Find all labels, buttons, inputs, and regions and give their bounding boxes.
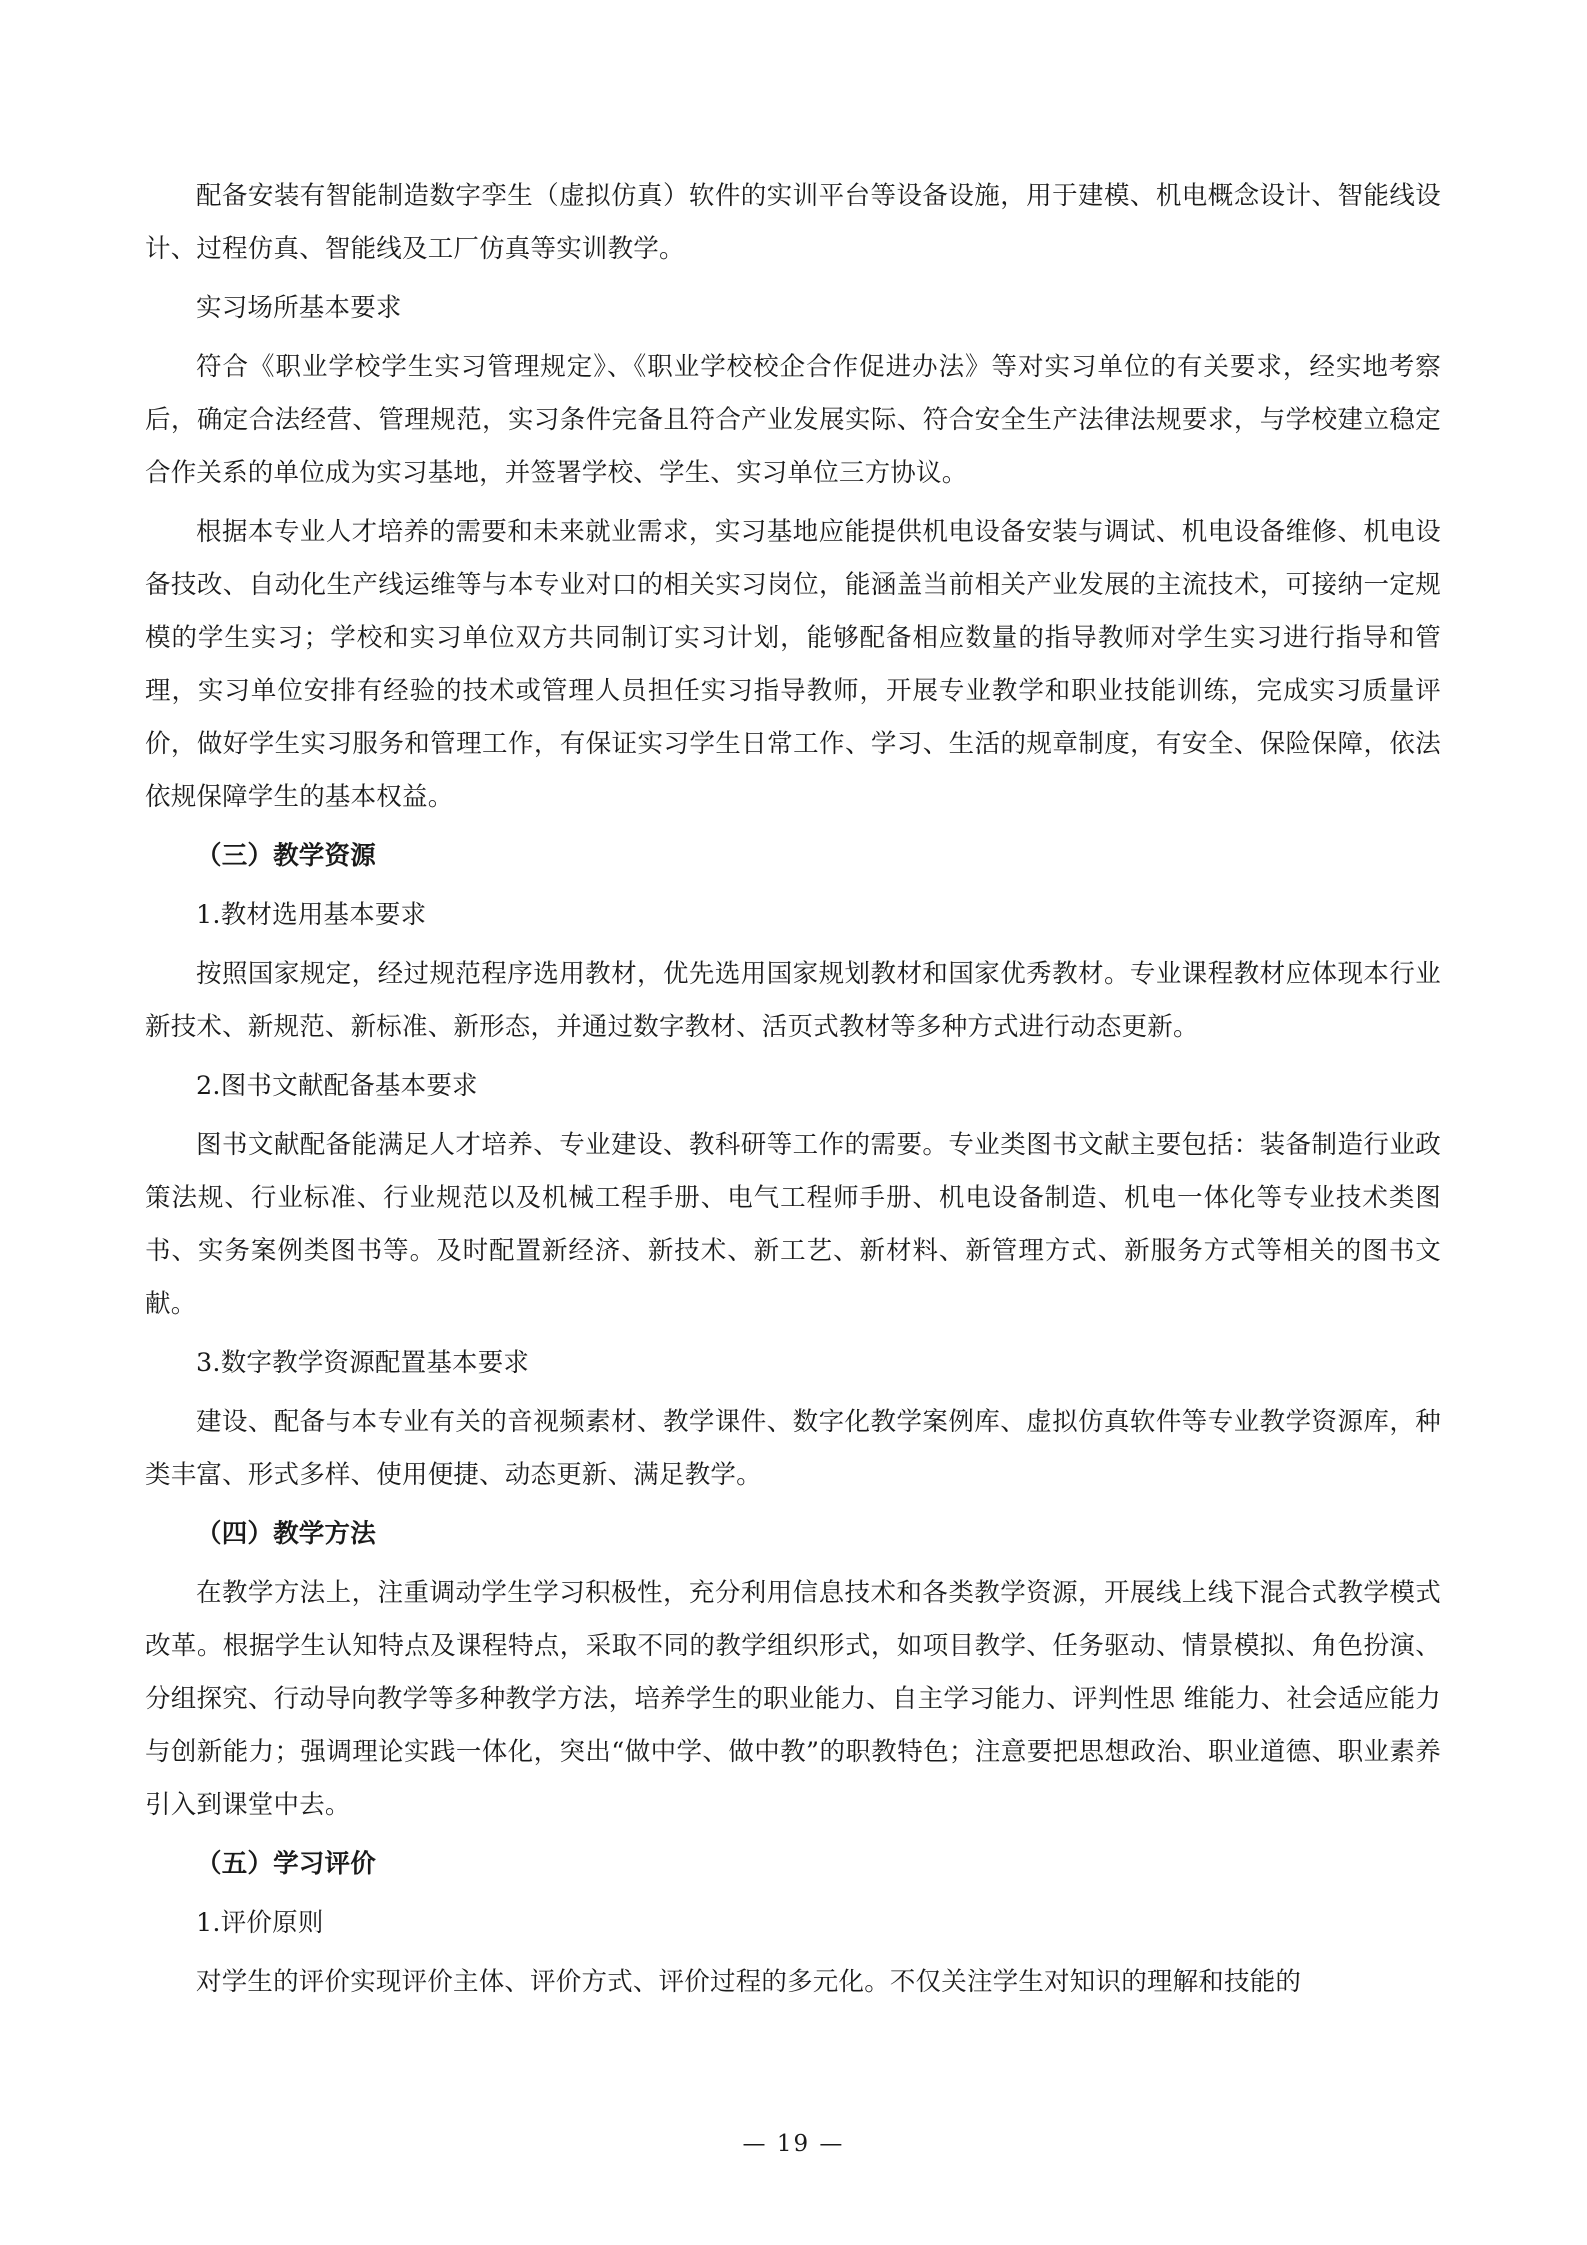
paragraph: 符合《职业学校学生实习管理规定》、《职业学校校企合作促进办法》等对实习单位的有关要求，经实地考察后，确定合法经营、管理规范，实习条件完备且符合产业发展实际、符合安全生产法律法规要求，与学校建立稳定合作关系的单位成为实习基地，并签署学校、学生、实习单位三方协议。 <box>145 352 1441 488</box>
section-subheading: 1.评价原则 <box>196 1908 324 1938</box>
paragraph: 配备安装有智能制造数字孪生（虚拟仿真）软件的实训平台等设备设施，用于建模、机电概念设计、智能线设计、过程仿真、智能线及工厂仿真等实训教学。 <box>145 181 1441 264</box>
paragraph: 根据本专业人才培养的需要和未来就业需求，实习基地应能提供机电设备安装与调试、机电设备维修、机电设备技改、自动化生产线运维等与本专业对口的相关实习岗位，能涵盖当前相关产业发展的主流技术，可接纳一定规模的学生实习；学校和实习单位双方共同制订实习计划，能够配备相应数量的指导教师对学生实习进行指导和管理，实习单位安排有经验的技术或管理人员担任实习指导教师，开展专业教学和职业技能训练，完成实习质量评价，做好学生实习服务和管理工作，有保证实习学生日常工作、学习、生活的规章制度，有安全、保险保障，依法依规保障学生的基本权益。 <box>145 517 1441 812</box>
section-subheading: 实习场所基本要求 <box>196 293 402 323</box>
section-subheading: 3.数字教学资源配置基本要求 <box>196 1348 530 1378</box>
section-heading: （五）学习评价 <box>196 1849 376 1879</box>
section-heading: （四）教学方法 <box>196 1519 376 1549</box>
paragraph: 对学生的评价实现评价主体、评价方式、评价过程的多元化。不仅关注学生对知识的理解和技能的 <box>196 1967 1302 1997</box>
section-subheading: 1.教材选用基本要求 <box>196 900 427 930</box>
paragraph: 在教学方法上，注重调动学生学习积极性，充分利用信息技术和各类教学资源，开展线上线下混合式教学模式改革。根据学生认知特点及课程特点，采取不同的教学组织形式，如项目教学、任务驱动、情景模拟、角色扮演、分组探究、行动导向教学等多种教学方法，培养学生的职业能力、自主学习能力、评判性思 维能力、社会适应能力与创新能力；强调理论实践一体化，突出“做中学、做中教”的职教特色；注意要把思想政治、职业道德、职业素养引入到课堂中去。 <box>145 1578 1441 1820</box>
paragraph: 建设、配备与本专业有关的音视频素材、教学课件、数字化教学案例库、虚拟仿真软件等专业教学资源库，种类丰富、形式多样、使用便捷、动态更新、满足教学。 <box>145 1407 1441 1490</box>
document-body <box>145 170 1441 2009</box>
page-number: — 19 — <box>742 2131 845 2157</box>
paragraph: 按照国家规定，经过规范程序选用教材，优先选用国家规划教材和国家优秀教材。专业课程教材应体现本行业新技术、新规范、新标准、新形态，并通过数字教材、活页式教材等多种方式进行动态更新。 <box>145 959 1441 1042</box>
paragraph: 图书文献配备能满足人才培养、专业建设、教科研等工作的需要。专业类图书文献主要包括：装备制造行业政策法规、行业标准、行业规范以及机械工程手册、电气工程师手册、机电设备制造、机电一体化等专业技术类图书、实务案例类图书等。及时配置新经济、新技术、新工艺、新材料、新管理方式、新服务方式等相关的图书文献。 <box>145 1130 1441 1319</box>
section-subheading: 2.图书文献配备基本要求 <box>196 1071 478 1101</box>
section-heading: （三）教学资源 <box>196 841 376 871</box>
